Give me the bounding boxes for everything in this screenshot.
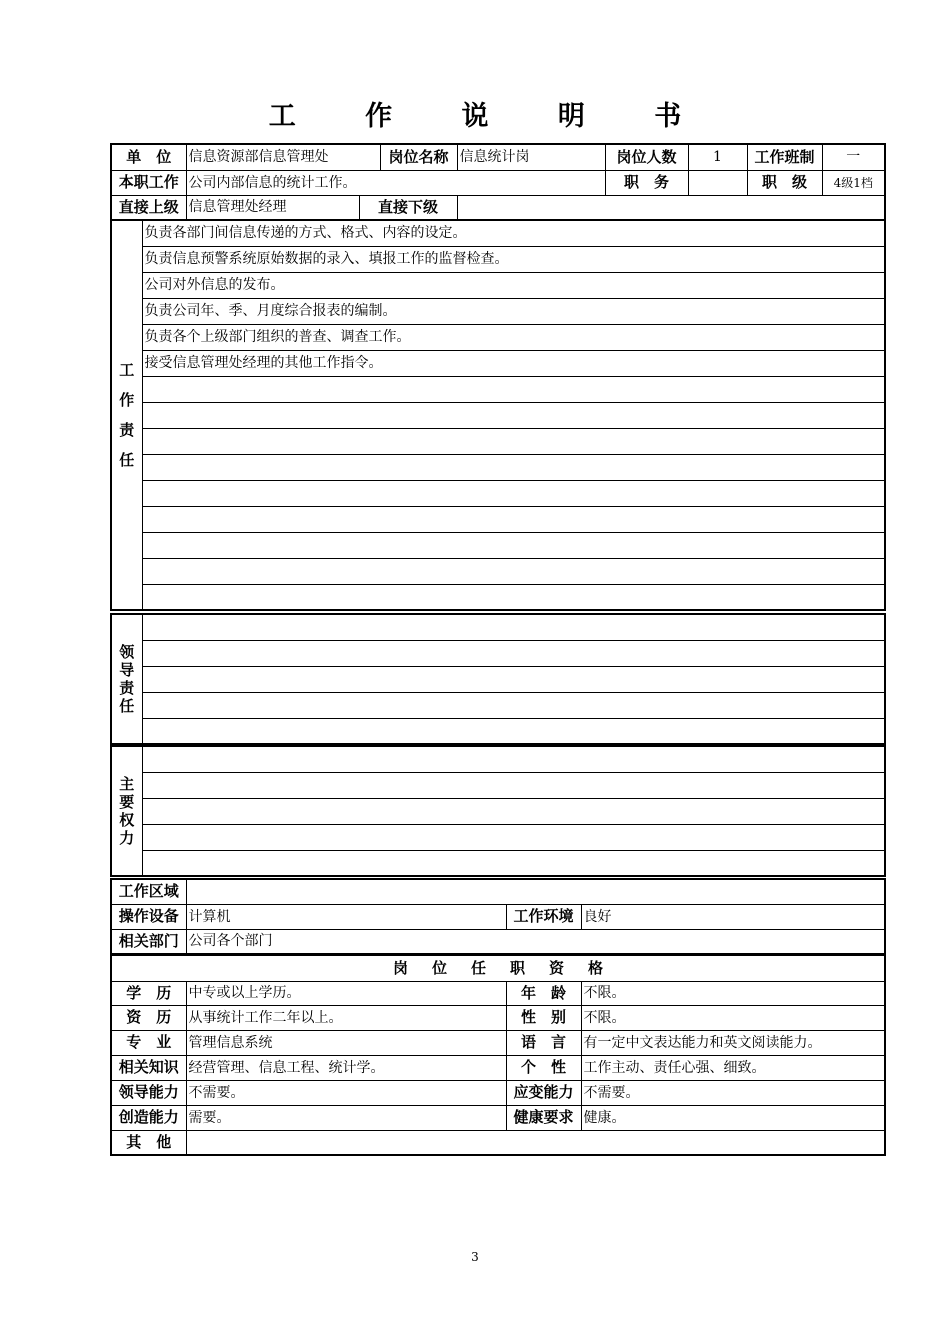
authority-label-char: 力 <box>119 828 135 847</box>
language-value: 有一定中文表达能力和英文阅读能力。 <box>581 1030 885 1055</box>
creativity-label: 创造能力 <box>111 1105 186 1130</box>
personality-label: 个 性 <box>506 1055 581 1080</box>
duty-label: 职 务 <box>605 170 688 195</box>
health-label: 健康要求 <box>506 1105 581 1130</box>
environment-value: 良好 <box>581 904 885 929</box>
responsibility-empty-row <box>142 584 885 610</box>
grade-value: 4级1档 <box>822 170 885 195</box>
headcount-value: 1 <box>688 144 747 170</box>
document-title: 工 作 说 明 书 <box>268 101 712 132</box>
superior-label: 直接上级 <box>111 195 186 220</box>
page-number: 3 <box>471 1250 479 1264</box>
knowledge-value: 经营管理、信息工程、统计学。 <box>186 1055 506 1080</box>
resp-label-char: 工 <box>119 360 135 379</box>
major-value: 管理信息系统 <box>186 1030 506 1055</box>
grade-label: 职 级 <box>747 170 822 195</box>
other-label: 其 他 <box>111 1130 186 1155</box>
other-value <box>186 1130 885 1155</box>
responsibility-item: 接受信息管理处经理的其他工作指令。 <box>142 350 885 376</box>
responsibility-empty-row <box>142 506 885 532</box>
main-work-value: 公司内部信息的统计工作。 <box>186 170 605 195</box>
leadership-empty-row <box>142 614 885 640</box>
leadership-label-char: 任 <box>119 696 135 715</box>
responsibility-empty-row <box>142 428 885 454</box>
subordinate-label: 直接下级 <box>359 195 457 220</box>
leadership-empty-row <box>142 666 885 692</box>
related-dept-value: 公司各个部门 <box>186 929 885 954</box>
responsibility-item: 负责公司年、季、月度综合报表的编制。 <box>142 298 885 324</box>
subordinate-value <box>457 195 885 220</box>
authority-table <box>110 745 886 877</box>
main-work-label: 本职工作 <box>111 170 186 195</box>
authority-label-char: 要 <box>119 792 135 811</box>
authority-empty-row <box>142 772 885 798</box>
experience-label: 资 历 <box>111 1005 186 1030</box>
authority-empty-row <box>142 798 885 824</box>
responsibility-empty-row <box>142 480 885 506</box>
health-value: 健康。 <box>581 1105 885 1130</box>
resp-label-char: 作 <box>119 390 135 409</box>
authority-empty-row <box>142 824 885 850</box>
adaptability-value: 不需要。 <box>581 1080 885 1105</box>
leadership-empty-row <box>142 640 885 666</box>
resp-label-char: 任 <box>119 450 135 469</box>
leadership-ability-value: 不需要。 <box>186 1080 506 1105</box>
responsibilities-table <box>110 219 886 611</box>
work-area-value <box>186 879 885 904</box>
responsibility-empty-row <box>142 376 885 402</box>
post-name-label: 岗位名称 <box>380 144 457 170</box>
header-table <box>110 143 886 221</box>
responsibility-empty-row <box>142 532 885 558</box>
superior-value: 信息管理处经理 <box>186 195 359 220</box>
authority-empty-row <box>142 850 885 876</box>
shift-value: 一 <box>822 144 885 170</box>
work-area-table <box>110 878 886 955</box>
responsibility-empty-row <box>142 402 885 428</box>
responsibility-empty-row <box>142 558 885 584</box>
responsibility-empty-row <box>142 454 885 480</box>
leadership-label <box>111 614 142 744</box>
major-label: 专 业 <box>111 1030 186 1055</box>
unit-value: 信息资源部信息管理处 <box>186 144 380 170</box>
authority-empty-row <box>142 746 885 772</box>
education-value: 中专或以上学历。 <box>186 981 506 1005</box>
unit-label: 单 位 <box>111 144 186 170</box>
leadership-empty-row <box>142 692 885 718</box>
shift-label: 工作班制 <box>747 144 822 170</box>
authority-label-char: 主 <box>119 774 135 793</box>
equipment-value: 计算机 <box>186 904 506 929</box>
qualifications-heading: 岗位任职资格 <box>111 955 885 981</box>
leadership-label-char: 责 <box>119 678 135 697</box>
headcount-label: 岗位人数 <box>605 144 688 170</box>
responsibility-item: 负责各部门间信息传递的方式、格式、内容的设定。 <box>142 220 885 246</box>
language-label: 语 言 <box>506 1030 581 1055</box>
responsibilities-label <box>111 220 142 610</box>
work-area-label: 工作区域 <box>111 879 186 904</box>
leadership-empty-row <box>142 718 885 744</box>
leadership-label-char: 领 <box>119 642 135 661</box>
gender-value: 不限。 <box>581 1005 885 1030</box>
environment-label: 工作环境 <box>506 904 581 929</box>
leadership-ability-label: 领导能力 <box>111 1080 186 1105</box>
age-label: 年 龄 <box>506 981 581 1005</box>
gender-label: 性 别 <box>506 1005 581 1030</box>
adaptability-label: 应变能力 <box>506 1080 581 1105</box>
leadership-table <box>110 613 886 745</box>
leadership-label-char: 导 <box>119 660 135 679</box>
responsibility-item: 负责信息预警系统原始数据的录入、填报工作的监督检查。 <box>142 246 885 272</box>
related-dept-label: 相关部门 <box>111 929 186 954</box>
post-name-value: 信息统计岗 <box>457 144 605 170</box>
qualifications-table <box>110 954 886 1156</box>
education-label: 学 历 <box>111 981 186 1005</box>
responsibility-item: 负责各个上级部门组织的普查、调查工作。 <box>142 324 885 350</box>
age-value: 不限。 <box>581 981 885 1005</box>
equipment-label: 操作设备 <box>111 904 186 929</box>
resp-label-char: 责 <box>119 420 135 439</box>
knowledge-label: 相关知识 <box>111 1055 186 1080</box>
authority-label-char: 权 <box>119 810 135 829</box>
duty-value <box>688 170 747 195</box>
responsibility-item: 公司对外信息的发布。 <box>142 272 885 298</box>
experience-value: 从事统计工作二年以上。 <box>186 1005 506 1030</box>
creativity-value: 需要。 <box>186 1105 506 1130</box>
personality-value: 工作主动、责任心强、细致。 <box>581 1055 885 1080</box>
authority-label <box>111 746 142 876</box>
